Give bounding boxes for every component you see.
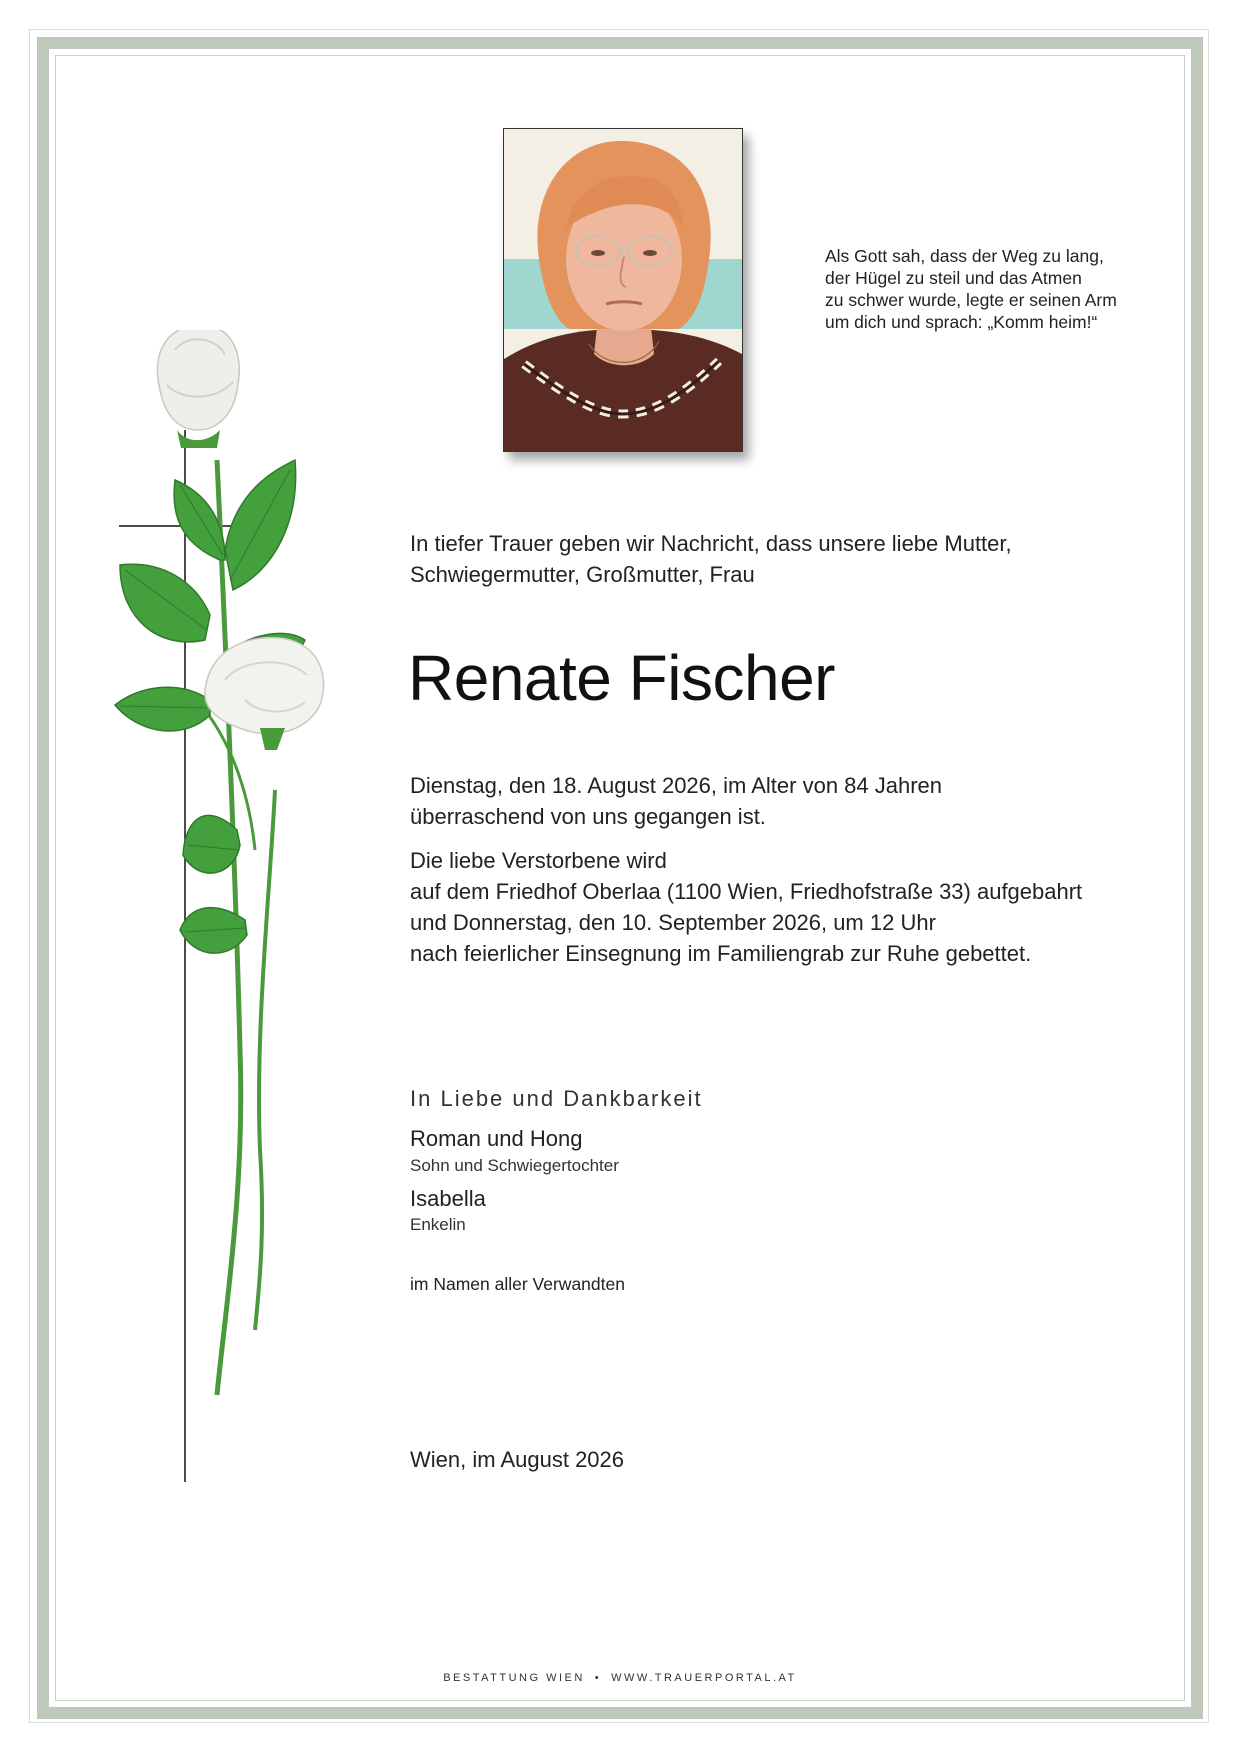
poem	[825, 245, 1155, 333]
footer	[0, 1672, 1240, 1684]
deceased-name: Renate Fischer	[408, 642, 835, 714]
intro-line: In tiefer Trauer geben wir Nachricht, dass unsere liebe Mutter,	[410, 531, 1012, 556]
intro-line: Schwiegermutter, Großmutter, Frau	[410, 562, 755, 587]
footer-website-link[interactable]: WWW.TRAUERPORTAL.AT	[611, 1672, 797, 1684]
funeral-line: und Donnerstag, den 10. September 2026, um 12 Uhr	[410, 910, 936, 935]
footer-company: BESTATTUNG WIEN	[443, 1672, 585, 1684]
mourner-relation: Sohn und Schwiegertochter	[410, 1156, 619, 1175]
death-line: überraschend von uns gegangen ist.	[410, 804, 766, 829]
portrait-photo	[503, 128, 743, 452]
place-date: Wien, im August 2026	[410, 1447, 625, 1472]
funeral-line: Die liebe Verstorbene wird	[410, 848, 667, 873]
mourner-name: Roman und Hong	[410, 1126, 583, 1151]
poem-line: um dich und sprach: „Komm heim!“	[825, 312, 1098, 332]
relatives-note: im Namen aller Verwandten	[410, 1274, 625, 1294]
mourner-name: Isabella	[410, 1186, 486, 1211]
announcement-intro	[410, 528, 1012, 590]
rose-cross-illustration	[85, 330, 365, 1515]
funeral-line: auf dem Friedhof Oberlaa (1100 Wien, Friedhofstraße 33) aufgebahrt	[410, 879, 1083, 904]
closing-phrase: In Liebe und Dankbarkeit	[410, 1086, 703, 1111]
mourner-relation: Enkelin	[410, 1215, 466, 1234]
footer-separator: •	[594, 1672, 602, 1684]
poem-line: der Hügel zu steil und das Atmen	[825, 268, 1082, 288]
poem-line: zu schwer wurde, legte er seinen Arm	[825, 290, 1117, 310]
death-notice	[410, 770, 942, 832]
funeral-details	[410, 845, 1082, 969]
death-line: Dienstag, den 18. August 2026, im Alter von 84 Jahren	[410, 773, 943, 798]
poem-line: Als Gott sah, dass der Weg zu lang,	[825, 246, 1104, 266]
funeral-line: nach feierlicher Einsegnung im Familiengrab zur Ruhe gebettet.	[410, 941, 1032, 966]
